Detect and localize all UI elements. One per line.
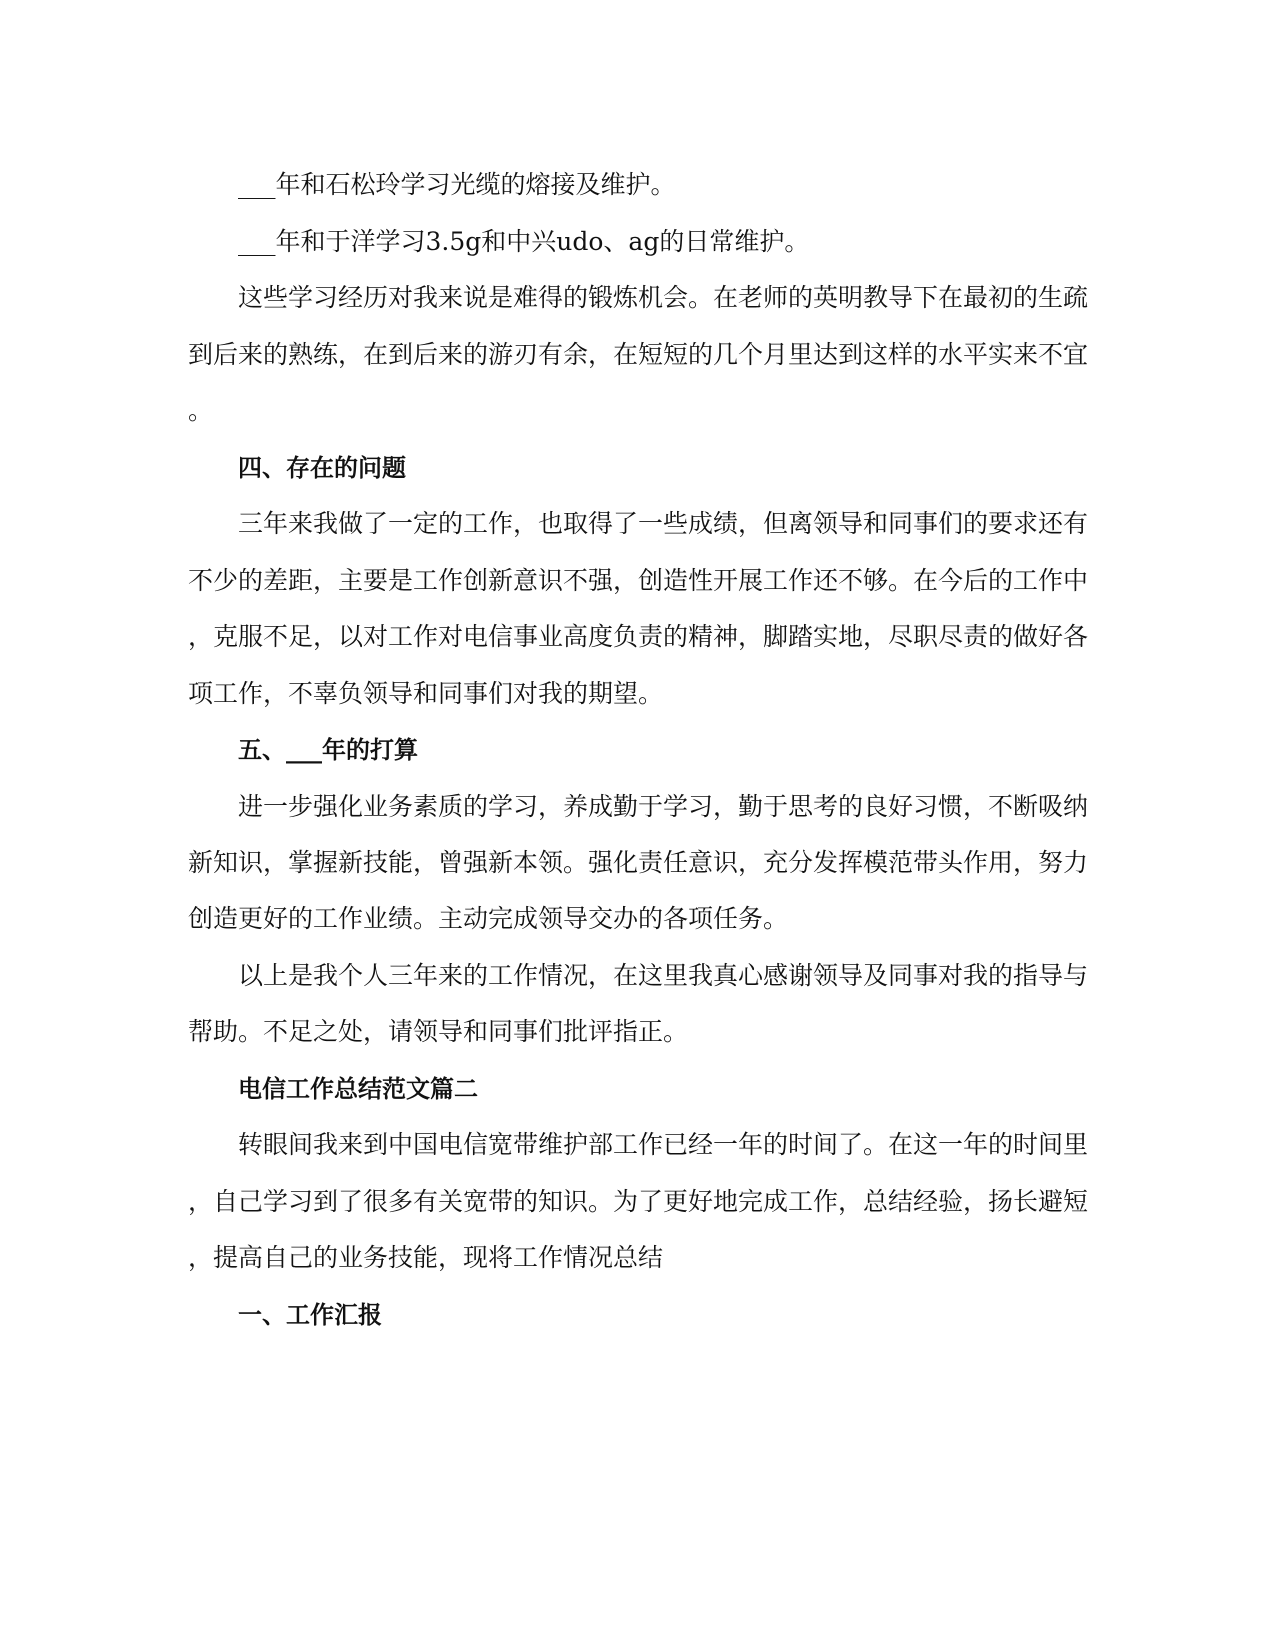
paragraph-line: 进一步强化业务素质的学习，养成勤于学习，勤于思考的良好习惯，不断吸纳 xyxy=(238,792,1089,821)
paragraph-line: 不少的差距，主要是工作创新意识不强，创造性开展工作还不够。在今后的工作中 xyxy=(188,566,1089,595)
article-title: 电信工作总结范文篇二 xyxy=(238,1075,478,1103)
paragraph-line: 到后来的熟练，在到后来的游刃有余，在短短的几个月里达到这样的水平实来不宜 xyxy=(188,340,1089,369)
paragraph-line: ，提高自己的业务技能，现将工作情况总结 xyxy=(188,1243,664,1272)
paragraph-line: 这些学习经历对我来说是难得的锻炼机会。在老师的英明教导下在最初的生疏 xyxy=(238,283,1089,312)
paragraph-line: 以上是我个人三年来的工作情况，在这里我真心感谢领导及同事对我的指导与 xyxy=(238,961,1089,990)
paragraph-line: ___年和石松玲学习光缆的熔接及维护。 xyxy=(238,170,676,199)
paragraph-line: 新知识，掌握新技能，曾强新本领。强化责任意识，充分发挥模范带头作用，努力 xyxy=(188,848,1089,877)
paragraph-line: ___年和于洋学习3.5g和中兴udo、ag的日常维护。 xyxy=(238,227,810,256)
paragraph-line: 三年来我做了一定的工作，也取得了一些成绩，但离领导和同事们的要求还有 xyxy=(238,509,1089,538)
section-heading: 一、工作汇报 xyxy=(238,1301,382,1329)
section-heading: 四、存在的问题 xyxy=(238,454,406,482)
paragraph-line: 创造更好的工作业绩。主动完成领导交办的各项任务。 xyxy=(188,904,789,933)
paragraph-line: 帮助。不足之处，请领导和同事们批评指正。 xyxy=(188,1017,689,1046)
paragraph-line: 项工作，不辜负领导和同事们对我的期望。 xyxy=(188,679,664,708)
paragraph-line: ，克服不足，以对工作对电信事业高度负责的精神，脚踏实地，尽职尽责的做好各 xyxy=(188,622,1089,651)
paragraph-line: 转眼间我来到中国电信宽带维护部工作已经一年的时间了。在这一年的时间里 xyxy=(238,1130,1089,1159)
paragraph-line: 。 xyxy=(188,396,214,425)
section-heading: 五、___年的打算 xyxy=(238,736,418,764)
paragraph-line: ，自己学习到了很多有关宽带的知识。为了更好地完成工作，总结经验，扬长避短 xyxy=(188,1187,1089,1216)
